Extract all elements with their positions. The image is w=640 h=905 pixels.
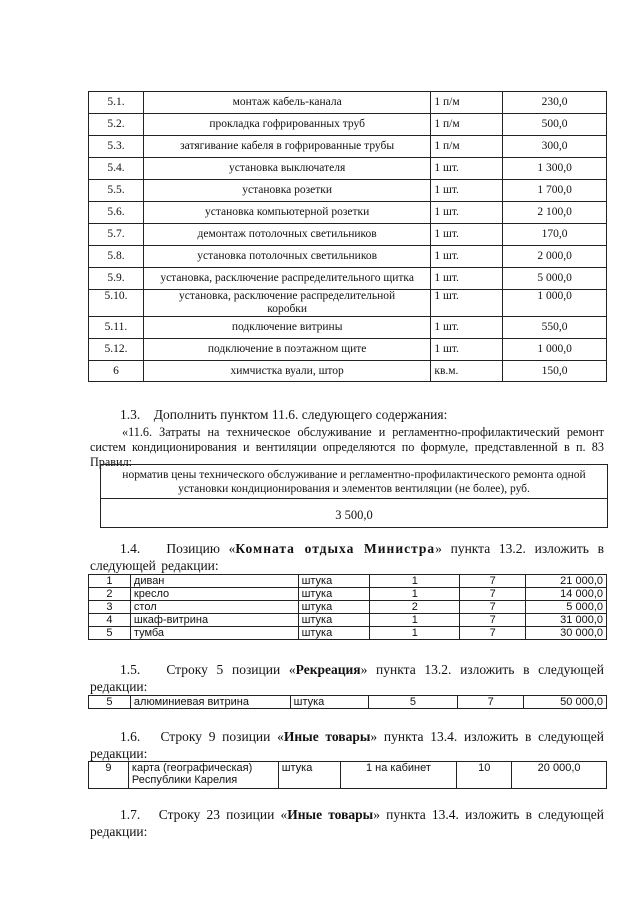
- row-unit: штука: [298, 575, 370, 588]
- row-price: 1 700,0: [503, 180, 607, 202]
- row-price: 170,0: [503, 224, 607, 246]
- row-number: 5.4.: [89, 158, 144, 180]
- row-unit: 1 п/м: [431, 114, 503, 136]
- table-row: [89, 224, 607, 246]
- section-1-6-pre: Строку 9 позиции «: [160, 729, 284, 744]
- section-1-6-post: » пункта 13.4. изложить в следующей редакции:: [90, 729, 604, 761]
- row-number: 5.7.: [89, 224, 144, 246]
- table-row: [89, 588, 607, 601]
- table-row: [89, 614, 607, 627]
- row-unit: 1 шт.: [431, 268, 503, 290]
- section-1-7-number: 1.7.: [120, 807, 141, 822]
- row-number: 5.3.: [89, 136, 144, 158]
- section-1-7-post: » пункта 13.4. изложить в следующей редакции:: [90, 807, 604, 839]
- other-goods-table: [88, 761, 607, 789]
- table-row: [89, 317, 607, 339]
- row-unit: штука: [298, 627, 370, 640]
- section-1-5-post: » пункта 13.2. изложить в следующей редакции:: [90, 662, 605, 694]
- row-number: 5.11.: [89, 317, 144, 339]
- row-number: 5: [89, 696, 131, 709]
- section-1-4-post: » пункта 13.2. изложить в следующей редакции:: [90, 541, 605, 573]
- row-unit: 1 шт.: [431, 290, 503, 317]
- row-unit: 1 шт.: [431, 224, 503, 246]
- row-years: 10: [457, 762, 512, 789]
- row-number: 5.9.: [89, 268, 144, 290]
- row-name: диван: [130, 575, 298, 588]
- table-row: [89, 762, 607, 789]
- row-unit: 1 шт.: [431, 246, 503, 268]
- row-years: 7: [460, 627, 526, 640]
- section-1-3-title: Дополнить пунктом 11.6. следующего содержания:: [153, 407, 448, 422]
- section-1-4-position-name: Комната отдыха Министра: [235, 541, 436, 556]
- row-unit: штука: [298, 588, 370, 601]
- row-price: 50 000,0: [524, 696, 607, 709]
- row-price: 1 000,0: [503, 290, 607, 317]
- row-qty: 1: [370, 627, 460, 640]
- section-1-5-number: 1.5.: [120, 662, 141, 677]
- row-unit: штука: [278, 762, 340, 789]
- table-row: [89, 180, 607, 202]
- row-name: тумба: [130, 627, 298, 640]
- row-years: 7: [460, 601, 526, 614]
- row-name: шкаф-витрина: [130, 614, 298, 627]
- row-number: 5.2.: [89, 114, 144, 136]
- table-row: [89, 339, 607, 361]
- row-price: 500,0: [503, 114, 607, 136]
- recreation-table: [88, 695, 607, 709]
- row-qty: 1: [370, 614, 460, 627]
- norm-value-cell: 3 500,0: [101, 499, 608, 528]
- row-name: кресло: [130, 588, 298, 601]
- row-unit: штука: [298, 601, 370, 614]
- row-price: 21 000,0: [526, 575, 607, 588]
- row-number: 5.6.: [89, 202, 144, 224]
- rest-room-table: [88, 574, 607, 640]
- row-price: 2 000,0: [503, 246, 607, 268]
- table-row: [89, 136, 607, 158]
- section-1-5: [90, 661, 604, 695]
- row-name: подключение в поэтажном щите: [143, 339, 430, 361]
- row-name: прокладка гофрированных труб: [143, 114, 430, 136]
- row-unit: кв.м.: [431, 361, 503, 382]
- row-unit: 1 п/м: [431, 92, 503, 114]
- row-price: 2 100,0: [503, 202, 607, 224]
- table-row: [89, 290, 607, 317]
- row-unit: 1 шт.: [431, 180, 503, 202]
- norm-header-row: [101, 465, 608, 499]
- row-name: демонтаж потолочных светильников: [143, 224, 430, 246]
- row-price: 30 000,0: [526, 627, 607, 640]
- row-qty: 1: [370, 575, 460, 588]
- table-row: [89, 627, 607, 640]
- row-unit: 1 шт.: [431, 317, 503, 339]
- row-price: 1 300,0: [503, 158, 607, 180]
- section-1-6-position-name: Иные товары: [283, 729, 371, 744]
- row-number: 5.10.: [89, 290, 144, 317]
- table-row: [89, 114, 607, 136]
- table-row: [89, 696, 607, 709]
- table-row: [89, 158, 607, 180]
- row-price: 5 000,0: [503, 268, 607, 290]
- table-row: [89, 601, 607, 614]
- row-name: установка, расключение распределительной коробки: [143, 290, 430, 317]
- row-number: 5.5.: [89, 180, 144, 202]
- row-number: 4: [89, 614, 131, 627]
- section-1-7-position-name: Иные товары: [287, 807, 374, 822]
- row-number: 2: [89, 588, 131, 601]
- row-price: 550,0: [503, 317, 607, 339]
- row-price: 31 000,0: [526, 614, 607, 627]
- row-price: 300,0: [503, 136, 607, 158]
- row-price: 20 000,0: [512, 762, 607, 789]
- row-name: карта (географическая) Республики Карелия: [128, 762, 278, 789]
- services-price-table: [88, 91, 607, 382]
- section-1-5-position-name: Рекреация: [295, 662, 361, 677]
- section-1-7: [90, 806, 604, 840]
- section-1-4: [90, 540, 604, 574]
- row-name: стол: [130, 601, 298, 614]
- row-name: установка потолочных светильников: [143, 246, 430, 268]
- row-name: установка выключателя: [143, 158, 430, 180]
- row-unit: 1 шт.: [431, 339, 503, 361]
- row-unit: 1 шт.: [431, 158, 503, 180]
- table-row: [89, 361, 607, 382]
- row-number: 6: [89, 361, 144, 382]
- section-1-6: [90, 728, 604, 762]
- table-row: [89, 575, 607, 588]
- row-number: 5.8.: [89, 246, 144, 268]
- row-years: 7: [460, 575, 526, 588]
- row-name: установка компьютерной розетки: [143, 202, 430, 224]
- row-name: алюминиевая витрина: [130, 696, 290, 709]
- row-price: 1 000,0: [503, 339, 607, 361]
- norm-header-cell: норматив цены технического обслуживание и регламентно-профилактического ремонта одной установки кондиционирования и элементов вентиляции (не более), руб.: [101, 465, 608, 499]
- row-number: 5.12.: [89, 339, 144, 361]
- row-number: 3: [89, 601, 131, 614]
- row-price: 230,0: [503, 92, 607, 114]
- section-1-7-pre: Строку 23 позиции «: [158, 807, 288, 822]
- norm-table: [100, 464, 608, 528]
- row-name: установка, расключение распределительного щитка: [143, 268, 430, 290]
- row-qty: 1 на кабинет: [340, 762, 457, 789]
- section-1-6-number: 1.6.: [120, 729, 141, 744]
- row-price: 150,0: [503, 361, 607, 382]
- section-1-3-heading: [90, 406, 604, 423]
- row-qty: 2: [370, 601, 460, 614]
- row-qty: 5: [368, 696, 458, 709]
- norm-value-row: [101, 499, 608, 528]
- section-1-3-number: 1.3.: [120, 407, 141, 422]
- section-1-5-pre: Строку 5 позиции «: [166, 662, 296, 677]
- row-number: 1: [89, 575, 131, 588]
- row-unit: 1 шт.: [431, 202, 503, 224]
- row-unit: штука: [290, 696, 368, 709]
- row-number: 9: [89, 762, 129, 789]
- row-name: установка розетки: [143, 180, 430, 202]
- row-qty: 1: [370, 588, 460, 601]
- row-name: затягивание кабеля в гофрированные трубы: [143, 136, 430, 158]
- row-number: 5.1.: [89, 92, 144, 114]
- table-row: [89, 246, 607, 268]
- row-price: 14 000,0: [526, 588, 607, 601]
- section-1-3-body-text: «11.6. Затраты на техническое обслуживание и регламентно-профилактический ремонт систем кондиционирования и вентиляции определяются по формуле, представленной в п. 83 Правил:: [90, 425, 604, 469]
- section-1-4-number: 1.4.: [120, 541, 141, 556]
- table-row: [89, 202, 607, 224]
- row-price: 5 000,0: [526, 601, 607, 614]
- row-name: монтаж кабель-канала: [143, 92, 430, 114]
- row-years: 7: [460, 588, 526, 601]
- table-row: [89, 268, 607, 290]
- row-name: подключение витрины: [143, 317, 430, 339]
- section-1-4-pre: Позицию «: [166, 541, 236, 556]
- row-years: 7: [458, 696, 524, 709]
- row-number: 5: [89, 627, 131, 640]
- row-years: 7: [460, 614, 526, 627]
- row-unit: штука: [298, 614, 370, 627]
- table-row: [89, 92, 607, 114]
- row-name: химчистка вуали, штор: [143, 361, 430, 382]
- row-unit: 1 п/м: [431, 136, 503, 158]
